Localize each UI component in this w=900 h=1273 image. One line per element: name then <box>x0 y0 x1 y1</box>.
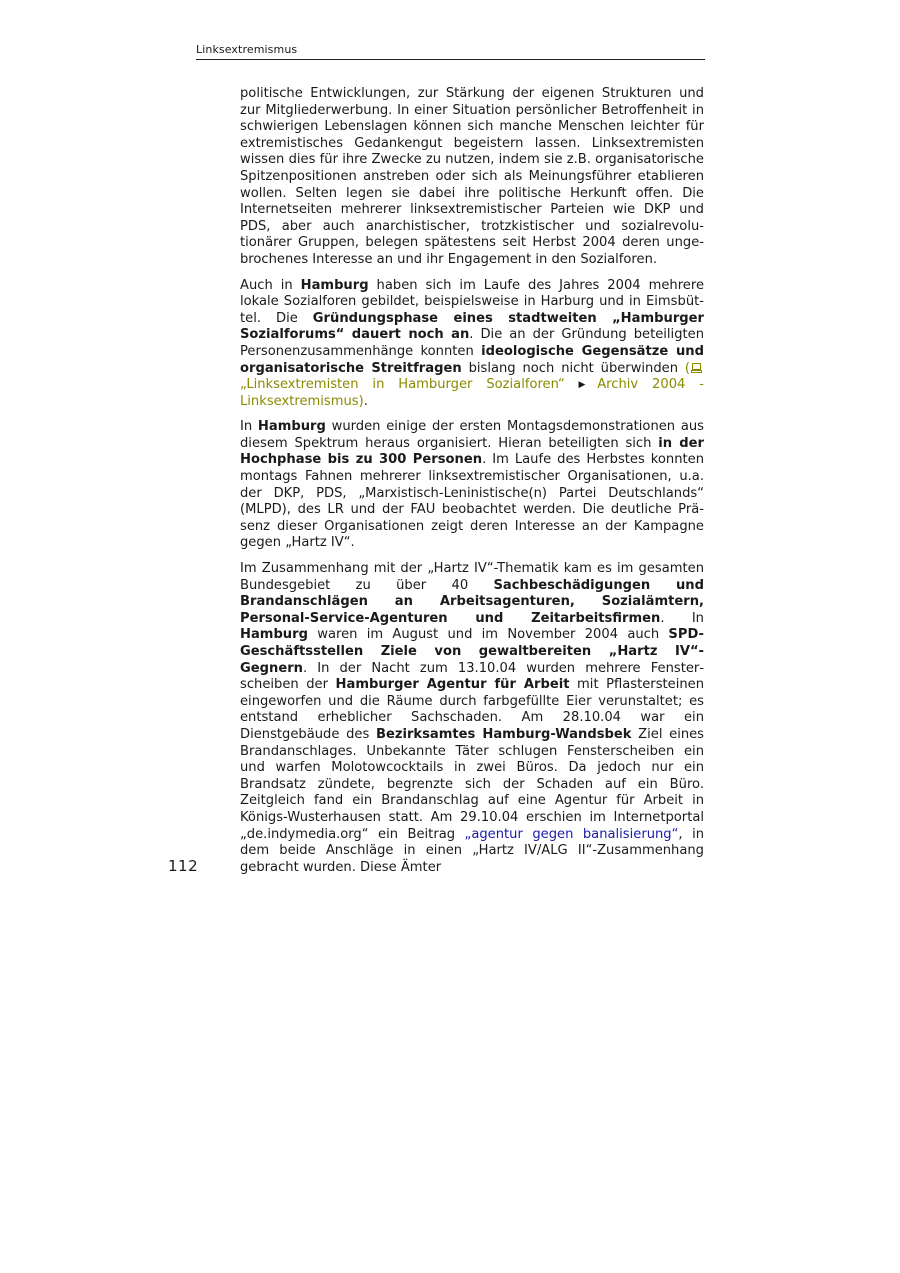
text-span: waren im August und im November 2004 auch <box>307 627 669 643</box>
text-span: . In der Nacht zum 13.10.04 wurden mehrere Fensterscheiben der <box>240 660 704 693</box>
triangle-right-icon: ▶ <box>568 380 596 391</box>
link-paren: ( <box>684 360 690 376</box>
text-span: Ziel eines Brandanschlages. Unbekannte Täter schlugen Fensterscheiben ein und warfen Molotowcocktails in zwei Büros. Da jedoch nur ein Brandsatz zündete, begrenzte sich der Schaden auf ein Büro. Zeitgleich fand ein Brandanschlag auf eine Agentur für Arbeit in Königs-Wusterhausen statt. Am 29.10.04 erschien im Internetportal „de.indymedia.org“ ein Beitrag <box>240 726 705 842</box>
paragraph-2 <box>240 278 704 411</box>
bold-span: Hamburg <box>257 419 326 435</box>
text-span: mit Pflastersteinen eingeworfen und die Räume durch farbgefüllte Eier verunstaltet; es entstand erheblicher Sachschaden. Am 28.10.04 war ein Dienstgebäude des <box>240 677 704 742</box>
text-span: wurden einige der ersten Montagsdemonstrationen aus diesem Spektrum heraus organisiert. Hieran beteiligten sich <box>240 419 704 451</box>
paragraph-4 <box>240 561 704 876</box>
text-span: Auch in <box>240 277 301 293</box>
bold-span: Sachbeschädigungen und Brandanschlägen an Arbeitsagenturen, Sozialämtern, Personal-Service-Agenturen und Zeitarbeitsfirmen <box>240 577 704 626</box>
link-agentur-gegen-banalisierung[interactable]: „agentur gegen banalisierung“ <box>464 826 679 842</box>
running-header <box>196 43 705 60</box>
paragraph-1 <box>240 86 704 269</box>
text-span: . Im Laufe des Herbstes konnten montags Fahnen mehrerer linksextremistischer Organisationen, u.a. der DKP, PDS, „Marxistisch-Leninistische(n) Partei Deutschlands“ (MLPD), des LR und der FAU beobachtet werden. Die deutliche Präsenz dieser Organisationen zeigt deren Interesse an der Kampagne gegen „Hartz IV“. <box>240 452 705 551</box>
text-span: . In <box>660 610 704 626</box>
bold-span: Gründungsphase eines stadtweiten „Hamburger Sozialforums“ dauert noch an <box>240 310 704 343</box>
paragraph-3 <box>240 419 704 552</box>
bold-span: SPD-Geschäftsstellen Ziele von gewaltbereiten „Hartz IV“-Gegnern <box>240 627 704 676</box>
body-text <box>240 86 704 885</box>
text-span: . <box>363 393 368 409</box>
bold-span: Hamburger Agentur für Arbeit <box>335 677 570 693</box>
bold-span: Hamburg <box>240 627 308 643</box>
bold-span: ideologische Gegensätze und organisatorische Streitfragen <box>240 343 704 376</box>
running-title: Linksextremismus <box>196 43 298 56</box>
text-span: haben sich im Laufe des Jahres 2004 mehrere lokale Sozialforen gebildet, beispielsweise in Harburg und in Eimsbüttel. Die <box>240 277 705 326</box>
paragraph-1-text: politische Entwicklungen, zur Stärkung der eigenen Strukturen und zur Mitgliederwerbung. In einer Situation persönlicher Betroffenheit in schwierigen Lebenslagen können sich manche Menschen leichter für extremistisches Gedankengut begeistern lassen. Linksextremisten wissen dies für ihre Zwecke zu nutzen, indem sie z.B. organisatorische Spitzenpositionen anstreben oder sich als Meinungsführer etablieren wollen. Selten legen sie dabei ihre politische Herkunft offen. Die Internetseiten mehrerer linksextremistischer Parteien wie DKP und PDS, aber auch anarchistischer, trotzkistischer und sozialrevolutionärer Gruppen, belegen spätestens seit Herbst 2004 deren ungebrochenes Interesse an und ihr Engagement in den Sozialforen. <box>240 86 704 267</box>
text-span: , in dem beide Anschläge in einen „Hartz IV/ALG II“-Zusammenhang gebracht wurden. Diese Ämter <box>240 826 705 875</box>
link-sozialforen-document[interactable]: „Linksextremisten in Hamburger Sozialforen“ <box>240 377 565 393</box>
text-span: In <box>240 419 258 435</box>
page-number: 112 <box>168 857 199 875</box>
text-span: Im Zusammenhang mit der „Hartz IV“-Thematik kam es im gesamten Bundesgebiet zu über 40 <box>240 561 704 593</box>
link-archiv-2004[interactable]: Archiv 2004 - Linksextremismus) <box>240 377 705 409</box>
bold-span: Hamburg <box>300 277 369 293</box>
bold-span: Bezirksamtes Hamburg-Wandsbek <box>375 726 632 742</box>
document-icon <box>691 362 702 372</box>
text-span: . Die an der Gründung beteiligten Personenzusammenhänge konnten <box>240 327 704 359</box>
bold-span: in der Hochphase bis zu 300 Personen <box>240 435 704 468</box>
text-span: bislang noch nicht überwinden <box>461 360 685 376</box>
